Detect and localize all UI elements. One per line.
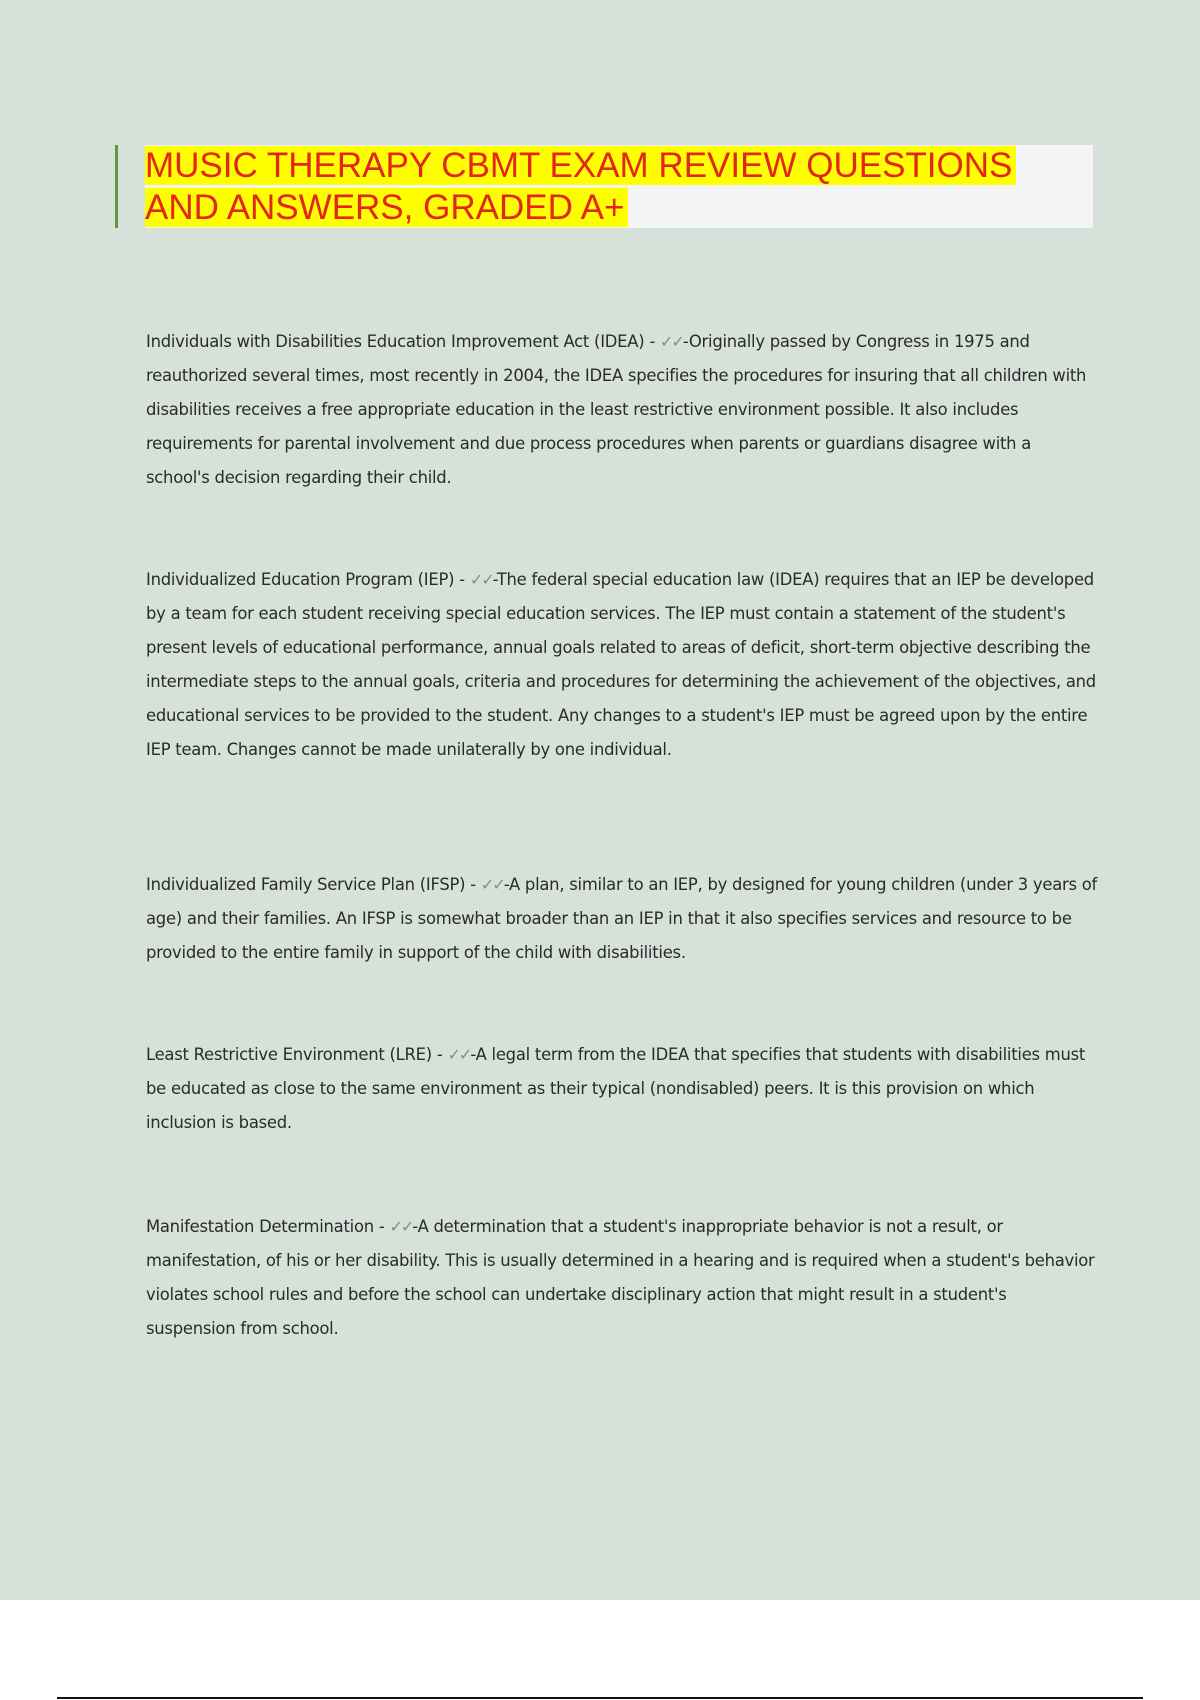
entry-term: Individualized Family Service Plan (IFSP) - <box>146 875 481 894</box>
entry-ifsp <box>146 868 1098 970</box>
double-check-icon: ✓✓ <box>659 332 683 351</box>
entry-lre <box>146 1038 1098 1140</box>
footer-rule <box>57 1697 1143 1699</box>
double-check-icon: ✓✓ <box>447 1045 471 1064</box>
entry-iep <box>146 563 1098 767</box>
entry-term: Individuals with Disabilities Education Improvement Act (IDEA) - <box>146 332 660 351</box>
double-check-icon: ✓✓ <box>389 1217 413 1236</box>
double-check-icon: ✓✓ <box>480 875 504 894</box>
title-accent-bar <box>115 145 118 228</box>
entry-term: Manifestation Determination - <box>146 1217 390 1236</box>
entry-definition: -A plan, similar to an IEP, by designed for young children (under 3 years of age) and their families. An IFSP is somewhat broader than an IEP in that it also specifies services and resource to be provided to the entire family in support of the child with disabilities. <box>146 875 1098 962</box>
entry-definition: -A legal term from the IDEA that specifies that students with disabilities must be educated as close to the same environment as their typical (nondisabled) peers. It is this provision on which inclusion is based. <box>146 1045 1086 1132</box>
title-line-2: AND ANSWERS, GRADED A+ <box>145 187 628 228</box>
entry-term: Individualized Education Program (IEP) - <box>146 570 470 589</box>
entry-manifestation-determination <box>146 1210 1098 1346</box>
title-line-1: MUSIC THERAPY CBMT EXAM REVIEW QUESTIONS <box>145 145 1016 186</box>
entry-idea <box>146 325 1098 495</box>
double-check-icon: ✓✓ <box>469 570 493 589</box>
entry-definition: -A determination that a student's inappropriate behavior is not a result, or manifestation, of his or her disability. This is usually determined in a hearing and is required when a student's behavior violates school rules and before the school can undertake disciplinary action that might result in a student's suspension from school. <box>146 1217 1095 1338</box>
entry-term: Least Restrictive Environment (LRE) - <box>146 1045 448 1064</box>
entry-definition: -The federal special education law (IDEA) requires that an IEP be developed by a team for each student receiving special education services. The IEP must contain a statement of the student's present levels of educational performance, annual goals related to areas of deficit, short-term objective describing the intermediate steps to the annual goals, criteria and procedures for determining the achievement of the objectives, and educational services to be provided to the student. Any changes to a student's IEP must be agreed upon by the entire IEP team. Changes cannot be made unilaterally by one individual. <box>146 570 1096 759</box>
entry-definition: -Originally passed by Congress in 1975 and reauthorized several times, most recently in 2004, the IDEA specifies the procedures for insuring that all children with disabilities receives a free appropriate education in the least restrictive environment possible. It also includes requirements for parental involvement and due process procedures when parents or guardians disagree with a school's decision regarding their child. <box>146 332 1087 487</box>
